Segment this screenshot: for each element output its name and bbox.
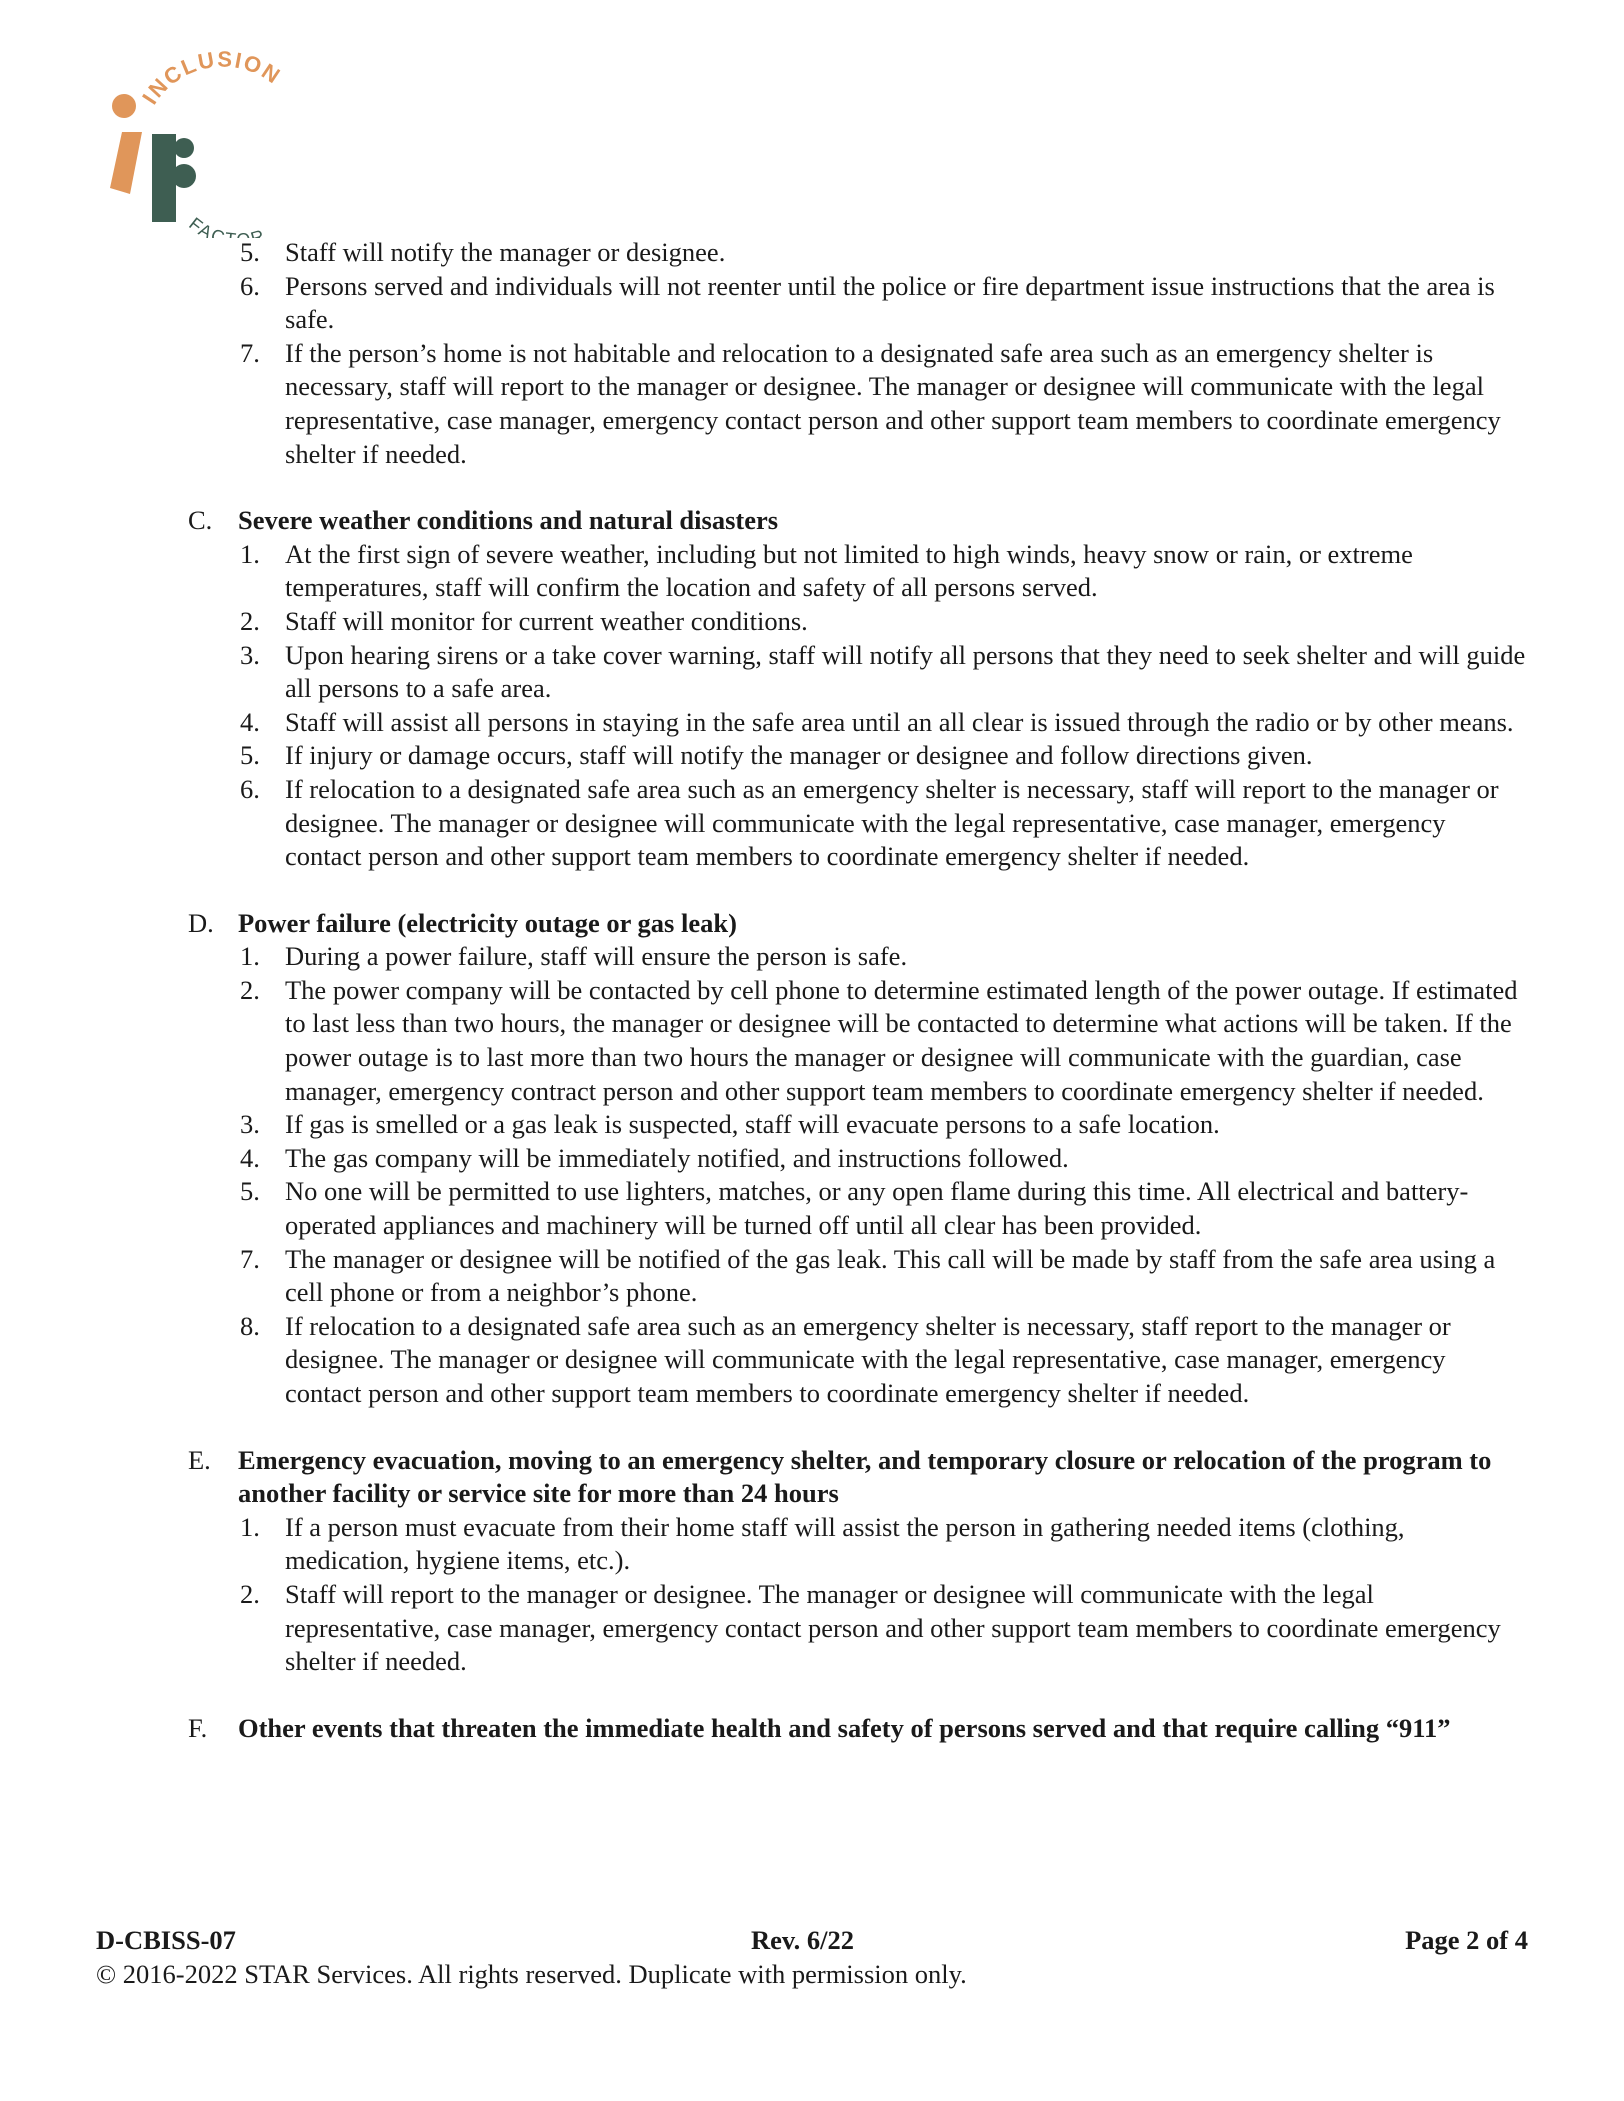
list-item-text: The manager or designee will be notified of the gas leak. This call will be made by staff from the safe area using a cell phone or from a neighbor’s phone. (285, 1243, 1496, 1308)
section (188, 907, 1528, 1411)
list-item-text: If relocation to a designated safe area such as an emergency shelter is necessary, staff report to the manager or designee. The manager or designee will communicate with the legal representative, case manager, emergency contact person and other support team members to coordinate emergency shelter if needed. (285, 1310, 1451, 1408)
list-item (238, 639, 1528, 706)
list-item-text: Staff will assist all persons in staying in the safe area until an all clear is issued through the radio or by other means. (285, 706, 1514, 737)
list-item-text: No one will be permitted to use lighters, matches, or any open flame during this time. All electrical and battery-operated appliances and machinery will be turned off until all clear has been provided. (285, 1176, 1469, 1241)
section-list (238, 538, 1528, 874)
section-heading: Severe weather conditions and natural disasters (238, 505, 779, 536)
list-item (238, 1310, 1528, 1411)
list-item-text: During a power failure, staff will ensure the person is safe. (285, 941, 908, 972)
section-heading: Power failure (electricity outage or gas leak) (238, 907, 737, 938)
list-item-number: 5. (240, 1176, 260, 1207)
list-item-number: 2. (240, 605, 260, 636)
list-item-number: 5. (240, 237, 260, 267)
sections (188, 504, 1528, 1745)
logo-orange-dot (112, 94, 136, 118)
logo-text-top: INCLUSION (137, 48, 286, 109)
doc-id: D-CBISS-07 (96, 1925, 236, 1955)
list-item (188, 337, 1528, 471)
logo-orange-bar (110, 132, 142, 194)
list-item-number: 6. (240, 270, 260, 301)
list-item (238, 739, 1528, 773)
list-item (238, 1511, 1528, 1578)
list-item-text: Staff will report to the manager or designee. The manager or designee will communicate with the legal representative, case manager, emergency contact person and other support team members to coordinate emergency shelter if needed. (285, 1578, 1501, 1677)
section-heading: Emergency evacuation, moving to an emergency shelter, and temporary closure or relocation of the program to another facility or service site for more than 24 hours (238, 1444, 1492, 1509)
list-item-number: 3. (240, 1109, 260, 1140)
list-item (238, 605, 1528, 639)
list-item-text: Upon hearing sirens or a take cover warning, staff will notify all persons that they need to seek shelter and will guide all persons to a safe area. (285, 639, 1526, 704)
list-item (188, 270, 1528, 337)
list-item (238, 1578, 1528, 1679)
intro-list (188, 236, 1528, 471)
list-item-number: 7. (240, 1243, 260, 1274)
section (188, 1444, 1528, 1679)
section-letter: F. (188, 1712, 208, 1743)
list-item-number: 3. (240, 639, 260, 670)
list-item (238, 974, 1528, 1108)
list-item-text: Staff will monitor for current weather conditions. (285, 605, 808, 636)
list-item-text: If injury or damage occurs, staff will notify the manager or designee and follow directions given. (285, 740, 1313, 771)
list-item-text: If a person must evacuate from their home staff will assist the person in gathering needed items (clothing, medication, hygiene items, etc.). (285, 1511, 1405, 1576)
footer-row (96, 1924, 1528, 1958)
list-item (238, 1108, 1528, 1142)
list-item-text: The power company will be contacted by cell phone to determine estimated length of the power outage. If estimated to last less than two hours, the manager or designee will be contacted to determine what actions will be taken. If the power outage is to last more than two hours the manager or designee will communicate with the guardian, case manager, emergency contract person and other support team members to coordinate emergency shelter if needed. (285, 974, 1518, 1106)
list-item (238, 1175, 1528, 1242)
list-item-number: 7. (240, 337, 260, 368)
copyright: © 2016-2022 STAR Services. All rights reserved. Duplicate with permission only. (96, 1959, 967, 1989)
section-list (238, 940, 1528, 1410)
list-item (238, 1243, 1528, 1310)
logo-graphic (92, 48, 312, 238)
list-item-text: If relocation to a designated safe area such as an emergency shelter is necessary, staff will report to the manager or designee. The manager or designee will communicate with the legal representative, case manager, emergency contact person and other support team members to coordinate emergency shelter if needed. (285, 773, 1499, 872)
list-item-number: 4. (240, 706, 260, 737)
list-item (238, 538, 1528, 605)
list-item-text: Persons served and individuals will not reenter until the police or fire department issue instructions that the area is safe. (285, 270, 1495, 335)
list-item (188, 236, 1528, 270)
logo-text-bottom: FAC R (185, 213, 269, 238)
list-item-number: 1. (240, 538, 260, 569)
page-number: Page 2 of 4 (1405, 1925, 1528, 1955)
section-heading: Other events that threaten the immediate health and safety of persons served and that require calling “911” (238, 1712, 1451, 1743)
section-letter: E. (188, 1444, 211, 1475)
list-item-text: At the first sign of severe weather, including but not limited to high winds, heavy snow or rain, or extreme temperatures, staff will confirm the location and safety of all persons served. (285, 538, 1413, 603)
list-item-number: 1. (240, 1511, 260, 1542)
list-item-number: 2. (240, 974, 260, 1005)
section (188, 1712, 1528, 1746)
list-item-number: 8. (240, 1310, 260, 1341)
list-item (238, 940, 1528, 974)
revision: Rev. 6/22 (751, 1925, 855, 1955)
list-item (238, 773, 1528, 874)
section-list (238, 1511, 1528, 1679)
page-footer (96, 1924, 1528, 1991)
inclusion-factor-logo (92, 48, 312, 238)
list-item-text: The gas company will be immediately notified, and instructions followed. (285, 1142, 1069, 1173)
list-item (238, 706, 1528, 740)
list-item-text: Staff will notify the manager or designee. (285, 237, 726, 267)
list-item (238, 1142, 1528, 1176)
list-item-number: 2. (240, 1578, 260, 1609)
document-body (188, 236, 1528, 1745)
list-item-number: 6. (240, 773, 260, 804)
logo-teal-dot-lower (172, 164, 196, 188)
logo-teal-dot-upper (174, 138, 194, 158)
list-item-number: 1. (240, 941, 260, 972)
list-item-text: If gas is smelled or a gas leak is suspected, staff will evacuate persons to a safe location. (285, 1109, 1220, 1140)
list-item-number: 4. (240, 1142, 260, 1173)
section (188, 504, 1528, 874)
section-letter: C. (188, 505, 213, 536)
list-item-text: If the person’s home is not habitable and relocation to a designated safe area such as an emergency shelter is necessary, staff will report to the manager or designee. The manager or designee will communicate with the legal representative, case manager, emergency contact person and other support team members to coordinate emergency shelter if needed. (285, 337, 1501, 469)
list-item-number: 5. (240, 740, 260, 771)
section-letter: D. (188, 907, 214, 938)
